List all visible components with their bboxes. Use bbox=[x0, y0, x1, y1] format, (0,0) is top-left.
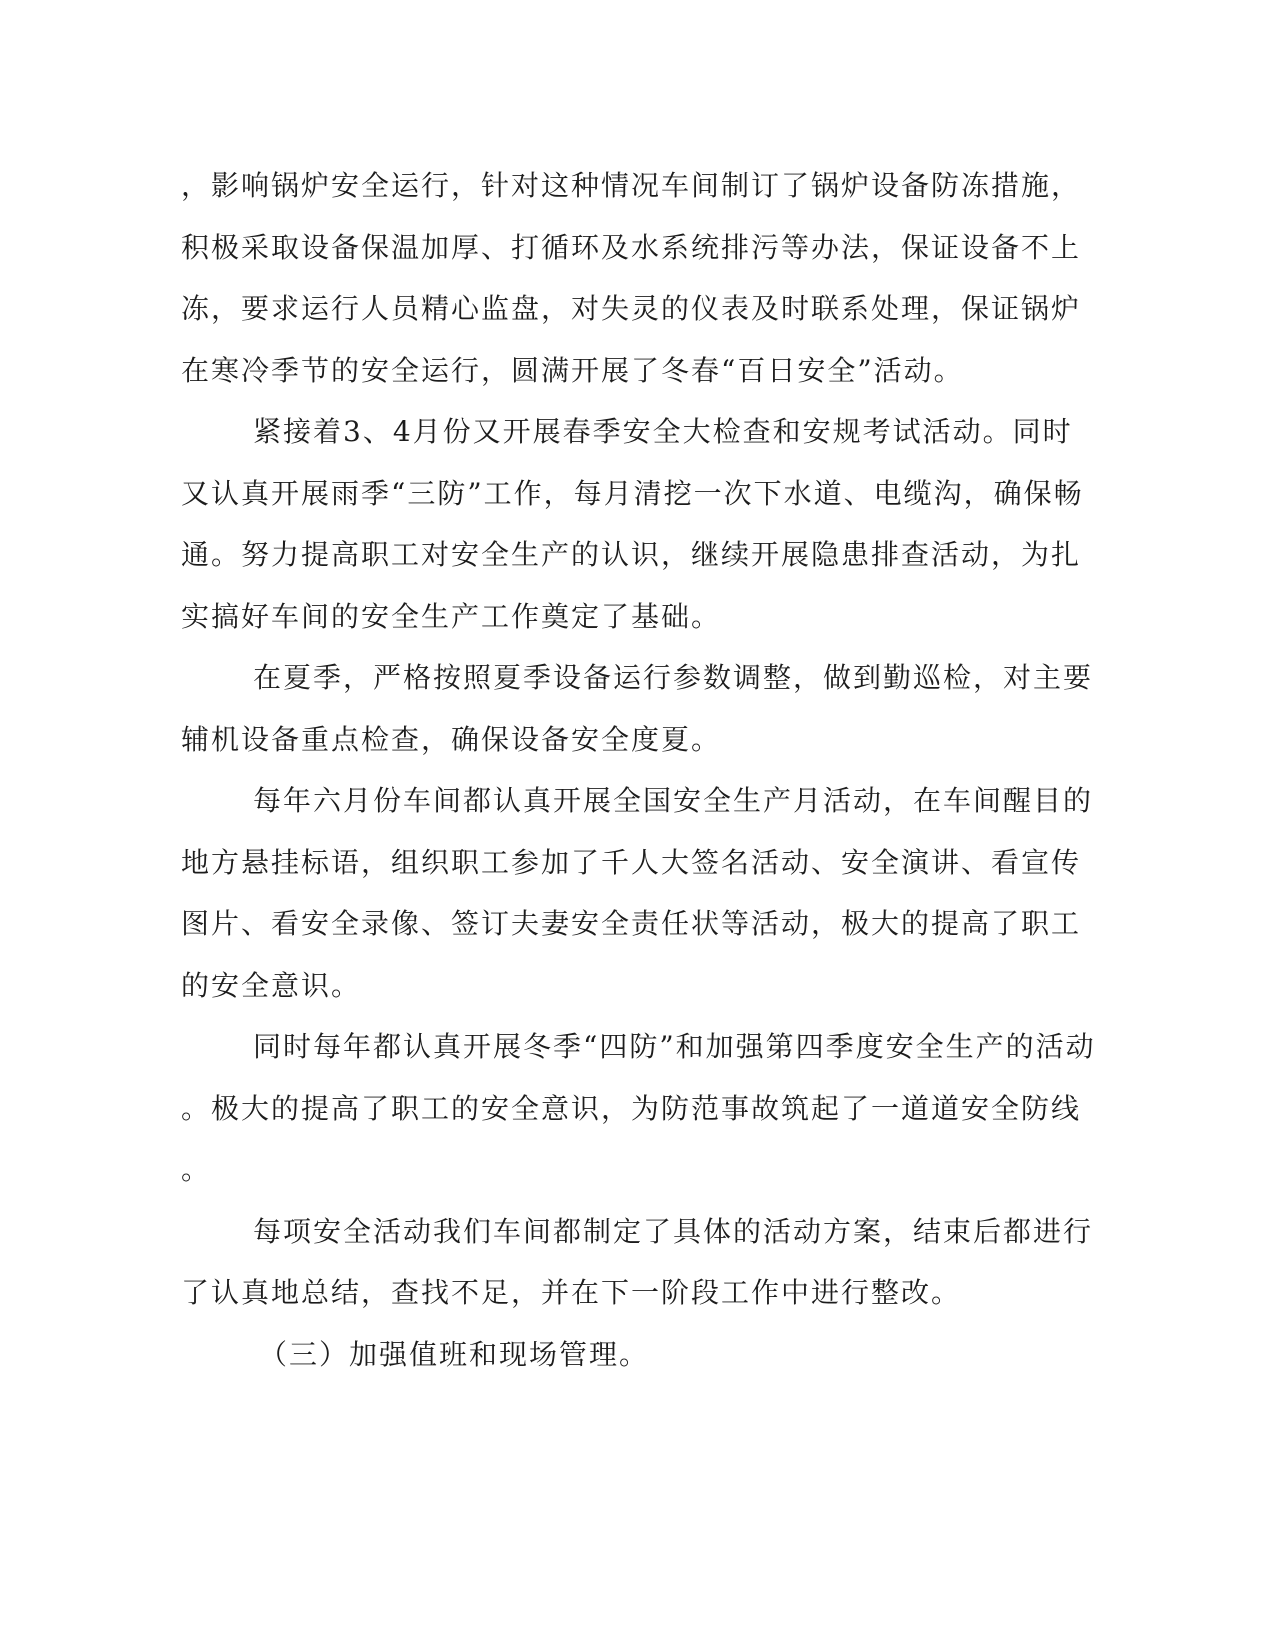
text-line: 。 bbox=[181, 1153, 212, 1186]
paragraph-first-line: 每项安全活动我们车间都制定了具体的活动方案，结束后都进行 bbox=[253, 1214, 1094, 1248]
paragraph-first-line: 每年六月份车间都认真开展全国安全生产月活动，在车间醒目的 bbox=[253, 784, 1094, 817]
section-heading: （三）加强值班和现场管理。 bbox=[259, 1337, 650, 1371]
text-line: 又认真开展雨季“三防”工作，每月清挖一次下水道、电缆沟，确保畅 bbox=[181, 476, 1084, 510]
text-line: 实搞好车间的安全生产工作奠定了基础。 bbox=[181, 599, 722, 633]
text-line: 在寒冷季节的安全运行，圆满开展了冬春“百日安全”活动。 bbox=[181, 353, 964, 387]
paragraph-first-line: 紧接着3、4月份又开展春季安全大检查和安规考试活动。同时 bbox=[253, 415, 1073, 448]
text-line: 。极大的提高了职工的安全意识，为防范事故筑起了一道道安全防线 bbox=[181, 1091, 1082, 1125]
text-line: ，影响锅炉安全运行，针对这种情况车间制订了锅炉设备防冻措施， bbox=[181, 169, 1082, 202]
text-line: 图片、看安全录像、签订夫妻安全责任状等活动，极大的提高了职工 bbox=[181, 907, 1082, 940]
text-line: 地方悬挂标语，组织职工参加了千人大签名活动、安全演讲、看宣传 bbox=[181, 845, 1082, 879]
text-line: 通。努力提高职工对安全生产的认识，继续开展隐患排查活动，为扎 bbox=[181, 538, 1082, 571]
document-body bbox=[181, 155, 1096, 1385]
text-line: 积极采取设备保温加厚、打循环及水系统排污等办法，保证设备不上 bbox=[181, 230, 1082, 264]
text-line: 的安全意识。 bbox=[181, 968, 362, 1002]
text-line: 辅机设备重点检查，确保设备安全度夏。 bbox=[181, 722, 722, 756]
text-line: 冻，要求运行人员精心监盘，对失灵的仪表及时联系处理，保证锅炉 bbox=[181, 292, 1082, 325]
paragraph-first-line: 在夏季，严格按照夏季设备运行参数调整，做到勤巡检，对主要 bbox=[253, 661, 1094, 694]
paragraph-first-line: 同时每年都认真开展冬季“四防”和加强第四季度安全生产的活动 bbox=[253, 1030, 1096, 1063]
text-line: 了认真地总结，查找不足，并在下一阶段工作中进行整改。 bbox=[181, 1276, 962, 1309]
